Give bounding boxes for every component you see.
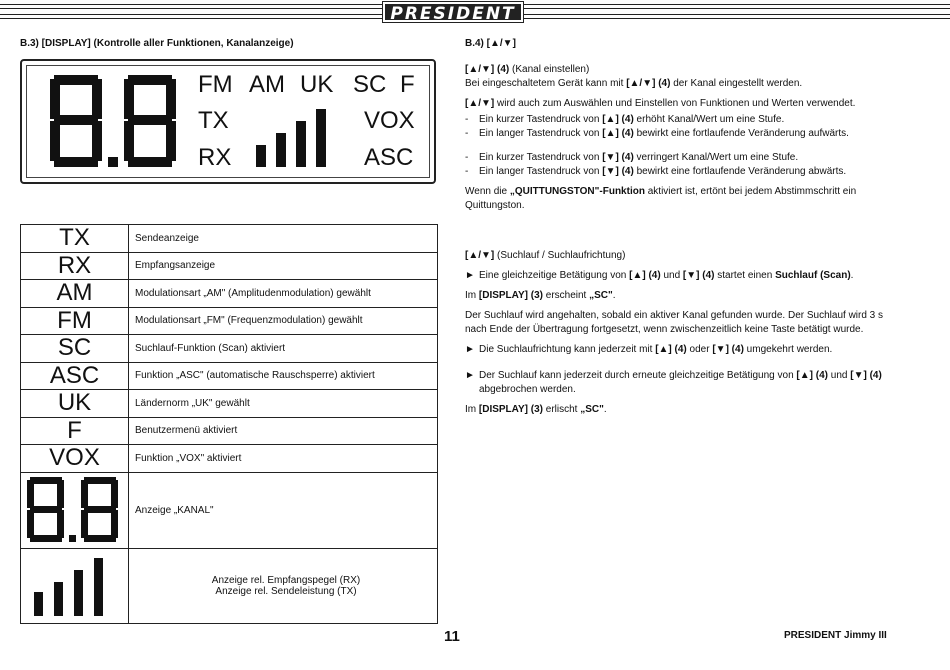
text: bewirkt eine fortlaufende Veränderung abwärts. (633, 166, 847, 177)
legend-row-vox (21, 445, 437, 473)
dash-marker: - (465, 114, 469, 125)
text: und (660, 270, 683, 281)
lcd-channel-digits-icon (50, 75, 180, 169)
key-ref: [DISPLAY] (3) (478, 290, 543, 301)
arrow-marker-icon: ► (465, 270, 475, 281)
lcd-uk-label: UK (300, 71, 334, 98)
paragraph-scan-stop: Der Suchlauf wird angehalten, sobald ein aktiver Kanal gefunden wurde. Der Suchlauf wird 3 s nach Ende der Übertragung fortgesetzt, wenn zwischenzeitlich keine Taste betätigt wurde. (465, 310, 884, 335)
text: Ein kurzer Tastendruck von (479, 152, 603, 163)
text: Ein langer Tastendruck von (479, 166, 603, 177)
key-ref: [▲/▼] (4) (626, 78, 671, 89)
legend-symbol: F (21, 418, 129, 445)
text: wird auch zum Auswählen und Einstellen von Funktionen und Werten verwendet. (494, 98, 856, 109)
text: und (827, 370, 851, 381)
legend-symbol-channel (21, 473, 129, 548)
text: Die Suchlaufrichtung kann jederzeit mit (479, 344, 656, 355)
legend-description: Sendeanzeige (135, 232, 199, 244)
lcd-rx-label: RX (198, 144, 232, 171)
legend-symbol-signal (21, 549, 129, 623)
key-ref: [▲/▼] (465, 98, 495, 109)
text: Bei eingeschaltetem Gerät kann mit (465, 78, 627, 89)
legend-description: Ländernorm „UK" gewählt (135, 397, 250, 409)
legend-row-asc (21, 363, 437, 391)
text: Im (465, 290, 479, 301)
text: Ein kurzer Tastendruck von (479, 114, 603, 125)
list-item (465, 269, 885, 283)
text: bewirkt eine fortlaufende Veränderung aufwärts. (633, 128, 849, 139)
text: erlischt (542, 404, 581, 415)
list-item (465, 369, 885, 397)
key-ref: [▼] (4) (602, 152, 634, 163)
text: Wenn die (465, 186, 510, 197)
lcd-vox-label: VOX (364, 107, 415, 134)
key-ref: [▼] (4) (850, 370, 882, 381)
legend-row-f (21, 418, 437, 446)
key-ref: [▲] (4) (602, 128, 634, 139)
page-header (0, 0, 950, 24)
legend-symbol: ASC (21, 363, 129, 390)
legend-row-sc (21, 335, 437, 363)
right-column (465, 38, 885, 423)
legend-description-signal (129, 549, 437, 623)
legend-symbol: UK (21, 390, 129, 417)
list-item (465, 343, 885, 357)
legend-row-uk (21, 390, 437, 418)
text: . (850, 270, 854, 281)
left-column (20, 38, 440, 184)
legend-description: Funktion „VOX" aktiviert (135, 452, 242, 464)
text: startet einen (714, 270, 776, 281)
legend-description: Funktion „ASC" (automatische Rauschsperre) aktiviert (135, 370, 375, 382)
text: Ein langer Tastendruck von (479, 128, 603, 139)
legend-row-signal (21, 549, 437, 623)
key-ref: „SC" (589, 290, 613, 301)
list-item (465, 151, 885, 165)
dash-marker: - (465, 166, 469, 177)
legend-symbol: AM (21, 280, 129, 307)
text: umgekehrt werden. (743, 344, 833, 355)
section-title-display: B.3) [DISPLAY] (Kontrolle aller Funktionen, Kanalanzeige) (20, 38, 294, 49)
key-ref: „SC" (580, 404, 604, 415)
list-item (465, 127, 885, 141)
key-ref: [DISPLAY] (3) (478, 404, 543, 415)
legend-row-rx (21, 253, 437, 281)
list-item (465, 165, 885, 179)
text: Eine gleichzeitige Betätigung von (479, 270, 630, 281)
text: (Suchlauf / Suchlaufrichtung) (494, 250, 626, 261)
signal-bars-icon (30, 556, 120, 616)
legend-description: Benutzermenü aktiviert (135, 425, 238, 437)
legend-symbol: VOX (21, 445, 129, 472)
key-ref: [▼] (4) (602, 166, 634, 177)
section-title-updown: B.4) [▲/▼] (465, 38, 516, 49)
lcd-am-label: AM (249, 71, 285, 98)
legend-rx-level-text: Anzeige rel. Empfangspegel (RX) (211, 574, 361, 586)
president-logo: PRESIDENT (383, 2, 523, 22)
legend-row-fm (21, 308, 437, 336)
paragraph-functions (465, 97, 885, 111)
text: . (612, 290, 616, 301)
legend-description: Modulationsart „AM" (Amplitudenmodulation) gewählt (135, 287, 371, 299)
paragraph-channel-heading (465, 63, 885, 77)
text: erhöht Kanal/Wert um eine Stufe. (633, 114, 785, 125)
lcd-asc-label: ASC (364, 144, 414, 171)
text: oder (686, 344, 713, 355)
dash-marker: - (465, 128, 469, 139)
key-ref: [▲] (4) (796, 370, 828, 381)
legend-description: Empfangsanzeige (135, 260, 216, 272)
text: erscheint (542, 290, 590, 301)
legend-symbol: FM (21, 308, 129, 335)
legend-description: Suchlauf-Funktion (Scan) aktiviert (135, 342, 286, 354)
text: Der Suchlauf kann jederzeit durch erneute gleichzeitige Betätigung von (479, 370, 797, 381)
key-ref: [▲/▼] (465, 250, 495, 261)
display-legend-table (20, 224, 438, 624)
lcd-tx-label: TX (198, 107, 229, 134)
paragraph-quittungston (465, 185, 885, 213)
text: . (603, 404, 607, 415)
legend-symbol: RX (21, 253, 129, 280)
page-number: 11 (444, 628, 460, 645)
legend-tx-level-text: Anzeige rel. Sendeleistung (TX) (215, 585, 357, 597)
arrow-marker-icon: ► (465, 370, 475, 381)
legend-description: Modulationsart „FM" (Frequenzmodulation) gewählt (135, 315, 363, 327)
text: (Kanal einstellen) (509, 64, 590, 75)
key-ref: [▲] (4) (655, 344, 687, 355)
key-ref: [▲] (4) (602, 114, 634, 125)
paragraph-channel-set (465, 77, 885, 91)
lcd-display-panel (20, 59, 436, 184)
paragraph-sc-appears (465, 289, 885, 303)
text: abgebrochen werden. (479, 384, 576, 395)
lcd-fm-label: FM (198, 71, 233, 98)
text: Im (465, 404, 479, 415)
text: verringert Kanal/Wert um eine Stufe. (633, 152, 799, 163)
lcd-sc-label: SC (353, 71, 387, 98)
paragraph-scan-heading (465, 249, 885, 263)
lcd-f-label: F (400, 71, 415, 98)
text: aktiviert ist, ertönt bei jedem Abstimmschritt ein Quittungston. (465, 186, 857, 211)
legend-row-am (21, 280, 437, 308)
footer-brand: PRESIDENT Jimmy III (784, 630, 887, 641)
function-name: „QUITTUNGSTON"-Funktion (509, 186, 645, 197)
key-ref: [▲/▼] (4) (465, 64, 510, 75)
lcd-signal-bars-icon (254, 101, 354, 167)
legend-symbol: SC (21, 335, 129, 362)
function-name: Suchlauf (Scan) (775, 270, 851, 281)
text: der Kanal eingestellt werden. (670, 78, 803, 89)
legend-description: Anzeige „KANAL" (135, 504, 214, 516)
dash-marker: - (465, 152, 469, 163)
arrow-marker-icon: ► (465, 344, 475, 355)
key-ref: [▼] (4) (712, 344, 744, 355)
paragraph-sc-off (465, 403, 885, 417)
key-ref: [▲] (4) (629, 270, 661, 281)
legend-symbol: TX (21, 225, 129, 252)
list-item (465, 113, 885, 127)
legend-row-channel (21, 473, 437, 549)
channel-digits-icon (27, 477, 123, 543)
legend-row-tx (21, 225, 437, 253)
key-ref: [▼] (4) (682, 270, 715, 281)
